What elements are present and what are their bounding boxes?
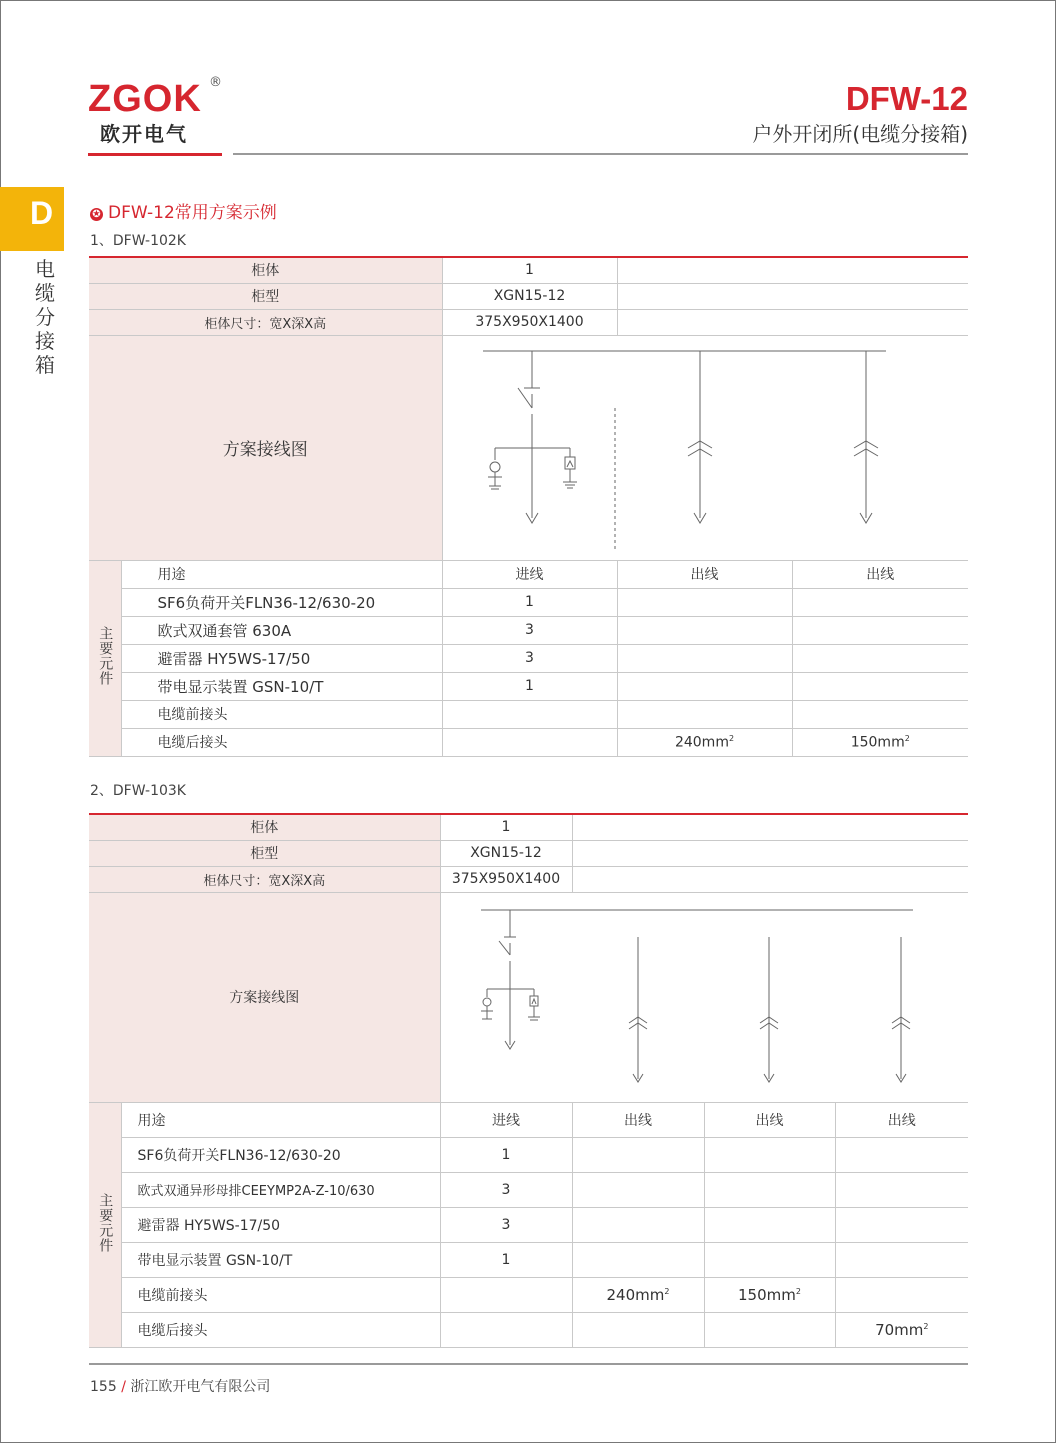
component-row: 避雷器 HY5WS-17/50 — [121, 644, 442, 672]
value-cabinet: 1 — [440, 814, 572, 840]
brand-name: 欧开电气 — [100, 122, 188, 146]
load-switch-icon — [499, 941, 510, 955]
model-subtitle: 户外开闭所(电缆分接箱) — [752, 122, 968, 146]
load-switch-icon — [518, 388, 532, 408]
wiring-diagram-cell — [440, 892, 968, 1102]
footer-rule — [89, 1363, 968, 1365]
indicator-icon — [483, 998, 491, 1006]
component-row: 电缆前接头 — [121, 700, 442, 728]
scheme1-table: 柜体 1 柜型 XGN15-12 柜体尺寸：宽X深X高 375X950X1400 方案接线图 主要元件 用途 进线 出线 出线 SF6负荷开关FLN36-12/630-20 1 欧式双通套管 630A 3 避雷器 HY5WS-17/50 3 带电显示装置 GSN-10/T 1 电缆前接头 电缆后接头 $240mm^2$ $150mm^2$ — [89, 256, 968, 757]
value-size: 375X950X1400 — [442, 309, 617, 335]
cable-size: $70mm^2$ — [835, 1312, 968, 1347]
label-diagram: 方案接线图 — [89, 335, 442, 560]
component-row: 电缆前接头 — [121, 1277, 440, 1312]
value-size: 375X950X1400 — [440, 866, 572, 892]
component-row: SF6负荷开关FLN36-12/630-20 — [121, 1137, 440, 1172]
indicator-icon — [490, 462, 500, 472]
label-type: 柜型 — [89, 283, 442, 309]
scheme1-heading: 1、DFW-102K — [90, 233, 186, 249]
scheme2-heading: 2、DFW-103K — [90, 783, 186, 799]
company-name: 浙江欧开电气有限公司 — [130, 1379, 271, 1395]
label-size: 柜体尺寸：宽X深X高 — [89, 866, 440, 892]
scheme2-table: 柜体 1 柜型 XGN15-12 柜体尺寸：宽X深X高 375X950X1400 方案接线图 主要元件 用途 进线 出线 出线 出线 SF6负荷开关FLN36-12/630-20 1 欧式双通异形母排CEEYMP2A-Z-10/630 3 避雷器 HY5WS-17/50 3 带电显示装置 GSN-10/T 1 电缆前接头 $240mm^2$ $150mm^2$ 电缆后接头 $70mm^2$ — [89, 813, 968, 1348]
logo: ZGOK — [88, 78, 202, 120]
arrester-icon — [565, 457, 575, 469]
component-row: 欧式双通异形母排CEEYMP2A-Z-10/630 — [121, 1172, 440, 1207]
header-rule-gray — [233, 153, 968, 155]
row-header-usage: 用途 — [121, 1102, 440, 1137]
value-cabinet: 1 — [442, 257, 617, 283]
label-cabinet: 柜体 — [89, 814, 440, 840]
label-cabinet: 柜体 — [89, 257, 442, 283]
registered-mark: ® — [209, 75, 222, 90]
star-badge-icon: ✪ — [90, 208, 103, 221]
page-number: 155 — [90, 1379, 117, 1395]
wiring-diagram-1 — [443, 336, 968, 560]
label-diagram: 方案接线图 — [89, 892, 440, 1102]
cable-size: $240mm^2$ — [572, 1277, 704, 1312]
cable-size: $150mm^2$ — [704, 1277, 835, 1312]
arrester-icon — [530, 996, 538, 1006]
component-row: 电缆后接头 — [121, 1312, 440, 1347]
label-type: 柜型 — [89, 840, 440, 866]
value-type: XGN15-12 — [442, 283, 617, 309]
value-type: XGN15-12 — [440, 840, 572, 866]
section-title: ✪ DFW-12常用方案示例 — [90, 198, 277, 223]
group-label: 主要元件 — [89, 1102, 121, 1347]
model-title: DFW-12 — [845, 80, 968, 117]
group-label: 主要元件 — [89, 560, 121, 756]
wiring-diagram-cell — [442, 335, 968, 560]
component-row: 电缆后接头 — [121, 728, 442, 756]
chapter-label: 电缆分接箱 — [35, 257, 55, 377]
footer: 155 / 浙江欧开电气有限公司 — [90, 1379, 271, 1395]
header-rule-red — [88, 153, 222, 156]
component-row: 避雷器 HY5WS-17/50 — [121, 1207, 440, 1242]
row-header-usage: 用途 — [121, 560, 442, 588]
component-row: 带电显示装置 GSN-10/T — [121, 1242, 440, 1277]
cable-size: $150mm^2$ — [792, 728, 968, 756]
component-row: 欧式双通套管 630A — [121, 616, 442, 644]
component-row: 带电显示装置 GSN-10/T — [121, 672, 442, 700]
wiring-diagram-2 — [441, 893, 968, 1102]
label-size: 柜体尺寸：宽X深X高 — [89, 309, 442, 335]
chapter-letter: D — [30, 195, 54, 231]
component-row: SF6负荷开关FLN36-12/630-20 — [121, 588, 442, 616]
cable-size: $240mm^2$ — [617, 728, 792, 756]
